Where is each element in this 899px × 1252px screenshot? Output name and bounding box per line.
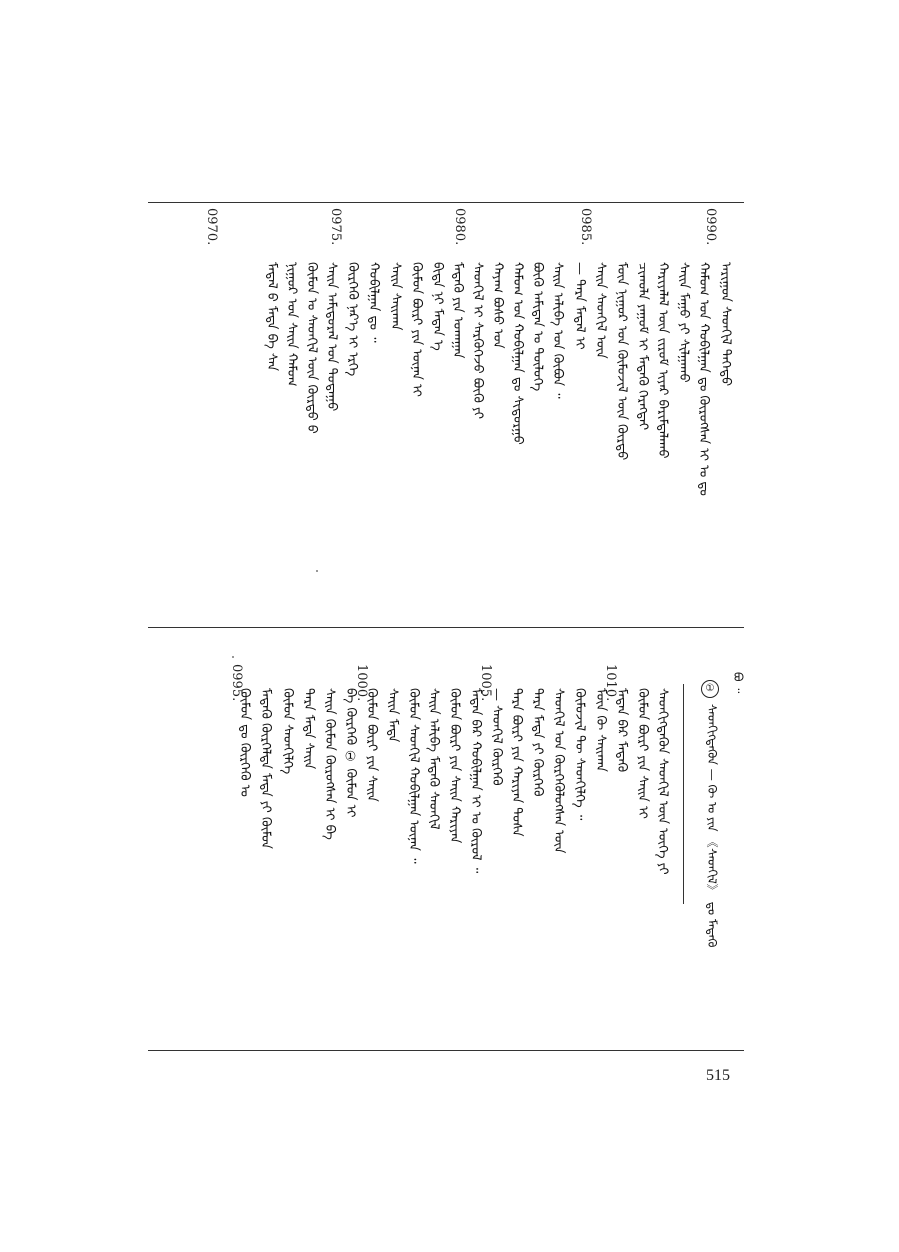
text-column: ᠠᠷᠢᠭᠤᠨ ᠰᠡᠳᠬᠢᠯ ᠳᠡᠭᠡᠳᠦ: [718, 262, 733, 387]
line-number: 0970.: [204, 208, 219, 246]
text-column: ᠪᠡ ᠬᠦᠷᠭᠡᠬᠦ ① ᠬᠦᠮᠦᠨ ᠢ: [343, 688, 358, 818]
text-column: ᠮᠡᠳᠡᠬᠦ ᠬᠦᠷᠭᠡᠯᠲᠡ ᠮᠡᠳᠡ ᠶᠢ ᠬᠦᠮᠦᠨ: [258, 688, 273, 849]
text-column: ᠬᠦᠮᠦᠨ ᠪᠦᠷᠢ ᠶᠢᠨ ᠰᠠᠢᠨ ᠢ: [635, 688, 650, 819]
text-column: ᠨᠢᠭᠤᠷ ᠤᠨ ᠰᠠᠢᠨ ᠬᠠᠮᠤᠭ: [284, 262, 299, 387]
text-column: ᠬᠦᠮᠦᠨ ᠪᠦᠷᠢ ᠶᠢᠨ ᠦᠨᠡᠨ ᠢ: [409, 262, 424, 397]
text-column: ᠮᠥᠨ ᠨᠢᠭᠤᠷ ᠤᠨ ᠬᠦᠮᠦᠵᠢᠯ ᠦᠨ ᠬᠦᠷᠳᠦ: [614, 262, 629, 461]
text-column: ᠰᠡᠳᠬᠢᠯ ᠤᠨ ᠬᠦᠷᠭᠡᠭᠦᠯᠦᠭᠰᠡᠨ ᠦᠨ: [551, 688, 566, 854]
text-column: ᠴᠢᠬᠤᠯᠠ ᠶᠠᠭᠤᠮ ᠢ ᠮᠡᠳᠡᠬᠦ ᠬᠡᠷᠡᠭᠲᠡᠢ: [635, 262, 650, 431]
page-number: 515: [706, 1067, 730, 1084]
text-column: ᠬᠠᠮᠤᠭ ᠤᠨ ᠬᠤᠪᠢᠯᠭᠠᠨ ᠳᠤ ᠰᠢᠳᠤᠷᠭᠤ: [510, 262, 525, 445]
text-column: ᠬᠦᠷᠭᠡᠬᠦ ᠨᠡᠷ᠎ᠡ ᠢ ᠡᠷᠬᠡ: [345, 262, 360, 377]
text-column: ᠬᠦᠮᠦᠨ ᠤ ᠰᠡᠳᠬᠢᠯ ᠦᠨ ᠬᠦᠷᠳᠦ ᠪ: [304, 262, 319, 434]
text-column: ᠬᠦᠮᠦᠵᠢᠯ ᠲᠦ ᠰᠡᠳᠬᠢᠯᠭᠡ ᠃: [572, 688, 587, 821]
text-column: ᠬᠦᠮᠦᠨ ᠪᠦᠷᠢ ᠶᠢᠨ ᠰᠠᠢᠨ: [364, 688, 379, 802]
footnote-rule: [683, 684, 684, 904]
text-column: ᠰᠠᠢᠨ ᠮᠠᠭᠤ ᠶᠢ ᠰᠢᠯᠭᠠᠬᠤ: [676, 262, 691, 383]
speck: [232, 656, 234, 658]
text-column: ᠲᠡᠷᠡ ᠮᠡᠳᠡ ᠶᠢ ᠬᠦᠷᠭᠡᠬᠦ: [530, 688, 545, 797]
line-number: 1005.: [478, 664, 493, 702]
text-column: ᠲᠡᠷᠡ ᠮᠡᠳᠡ ᠰᠠᠢᠨ: [301, 688, 316, 770]
footnote-mark: ①: [701, 680, 719, 698]
top-rule: [148, 202, 744, 203]
text-column: ᠰᠠᠢᠨ ᠠᠯᠢᠪᠠ ᠤᠨ ᠬᠦᠪᠦᠨ ᠃: [550, 262, 565, 399]
text-column: ᠬᠦᠮᠦᠨ ᠰᠡᠳᠬᠢᠯᠭᠡ: [280, 688, 295, 775]
text-column: ᠰᠠᠢᠨ ᠰᠠᠢᠬᠠᠨ: [388, 262, 403, 331]
line-number: 1010.: [603, 664, 618, 702]
text-column: ᠪᠢᠳᠡ ᠨᠢ ᠮᠡᠳᠡᠨ ᠡ: [430, 262, 445, 351]
text-column: ᠰᠠᠢᠨ ᠰᠡᠳᠬᠢᠯ ᠦᠨ: [593, 262, 608, 359]
text-column: ᠬᠦᠮᠦᠨ ᠪᠦᠷᠢ ᠶᠢᠨ ᠰᠠᠢᠨ ᠬᠠᠷᠢᠶᠠᠨ: [447, 688, 462, 844]
line-number: 1000.: [354, 664, 369, 702]
text-column: ᠬᠤᠪᠢᠯᠭᠠᠨ ᠳᠤ ᠃: [366, 262, 381, 343]
footnote-continuation: ᠪᠤ ᠃: [731, 672, 745, 694]
line-number: 0980.: [452, 208, 467, 246]
text-column: — ᠰᠡᠳᠬᠢᠯ ᠬᠦᠷᠭᠡᠬᠦ: [489, 688, 504, 786]
text-column: ᠰᠡᠳᠬᠢᠯ ᠢ ᠰᠡᠷᠭᠦᠭᠡᠵᠦ ᠪᠦᠬᠦ ᠶᠢ: [470, 262, 485, 419]
text-column: ᠮᠡᠳᠡᠬᠦ ᠶᠢᠨ ᠤᠬᠠᠭᠠᠨ: [450, 262, 465, 359]
line-number: 0990.: [703, 208, 718, 246]
speck: [316, 570, 318, 572]
text-column: ᠮᠡᠳᠡᠯ ᠪ ᠮᠡᠳᠡ ᠪᠡ ᠰᠠᠨ: [264, 262, 279, 372]
text-column: ᠮᠥᠨ ᠬᠦ ᠰᠠᠢᠬᠠᠨ: [593, 688, 608, 772]
text-column: ᠬᠠᠮᠤᠭ ᠤᠨ ᠬᠤᠪᠢᠯᠭᠠᠨ ᠳᠤ ᠬᠦᠷᠦᠭᠰᠡᠨ ᠢ ᠤ ᠳᠤ: [696, 262, 711, 496]
text-column: ᠮᠡᠳᠡᠨ ᠪᠡᠷ ᠬᠤᠪᠢᠯᠭᠠᠨ ᠢ ᠤ ᠬᠦᠷᠦᠯ ᠃: [468, 688, 483, 874]
text-column: ᠬᠦᠮᠦᠨ ᠳᠤ ᠬᠦᠷᠭᠡᠬᠦ ᠤ: [237, 688, 252, 797]
text-column: ᠰᠠᠢᠨ ᠠᠮᠢᠳᠤᠷᠠᠯ ᠤᠨ ᠳᠤᠲᠠᠭᠤ: [324, 262, 339, 412]
line-number: 0975.: [328, 208, 343, 246]
text-column: — ᠲᠡᠷᠡ ᠮᠡᠳᠡᠯ ᠢ: [572, 262, 587, 350]
text-column: ᠮᠡᠳᠡᠨ ᠪᠡᠷ ᠮᠡᠳᠡᠬᠦ: [614, 688, 629, 773]
text-column: ᠬᠦᠮᠦᠨ ᠰᠡᠳᠬᠢᠯ ᠬᠤᠪᠢᠯᠭᠠᠨ ᠦᠨᠡᠨ ᠃: [406, 688, 421, 864]
footnote-text: ᠰᠡᠳᠬᠢᠭᠳᠡᠬᠦᠨ — ᠬᠦ ᠤ ᠶᠢᠨ 《ᠰᠡᠳᠬᠢᠯ》 ᠳᠤ ᠮᠡᠳᠡᠬᠦ: [705, 704, 719, 948]
text-column: ᠰᠠᠢᠨ ᠠᠯᠢᠪᠠ ᠮᠡᠳᠡᠬᠦ ᠰᠡᠳᠬᠢᠯ: [426, 688, 441, 830]
text-column: ᠰᠠᠢᠨ ᠬᠦᠮᠦᠨ ᠬᠦᠷᠦᠭᠰᠡᠨ ᠢ ᠪᠡ: [322, 688, 337, 840]
text-column: ᠰᠠᠢᠨ ᠮᠡᠳᠡ: [385, 688, 400, 743]
text-column: ᠬᠠᠶᠠᠭ ᠪᠤᠰᠤ ᠤᠨ: [490, 262, 505, 349]
line-number: 0985.: [578, 208, 593, 246]
text-column: ᠰᠡᠳᠬᠢᠭᠳᠡᠬᠦᠨ ᠰᠡᠳᠬᠢᠯ ᠦᠨ ᠦᠭᠡ ᠶᠢ: [655, 688, 670, 875]
middle-rule: [148, 627, 744, 628]
text-column: ᠪᠦᠬᠦ ᠠᠮᠢᠲᠠᠨ ᠤ ᠲᠥᠯᠦᠭᠡ: [530, 262, 545, 392]
bottom-rule: [148, 1050, 744, 1051]
text-column: ᠲᠡᠷᠡ ᠪᠦᠷᠢ ᠶᠢᠨ ᠬᠠᠷᠢᠶᠠᠨ ᠲᠤᠰᠠ: [509, 688, 524, 837]
text-column: ᠬᠠᠷᠢᠶᠠᠯᠠᠯ ᠦᠨ ᠵᠢᠷᠤᠮ ᠢᠶᠠᠷ ᠪᠠᠷᠢᠮᠳᠠᠯᠠᠬᠤ: [655, 262, 670, 459]
line-number: 0995.: [229, 664, 244, 702]
